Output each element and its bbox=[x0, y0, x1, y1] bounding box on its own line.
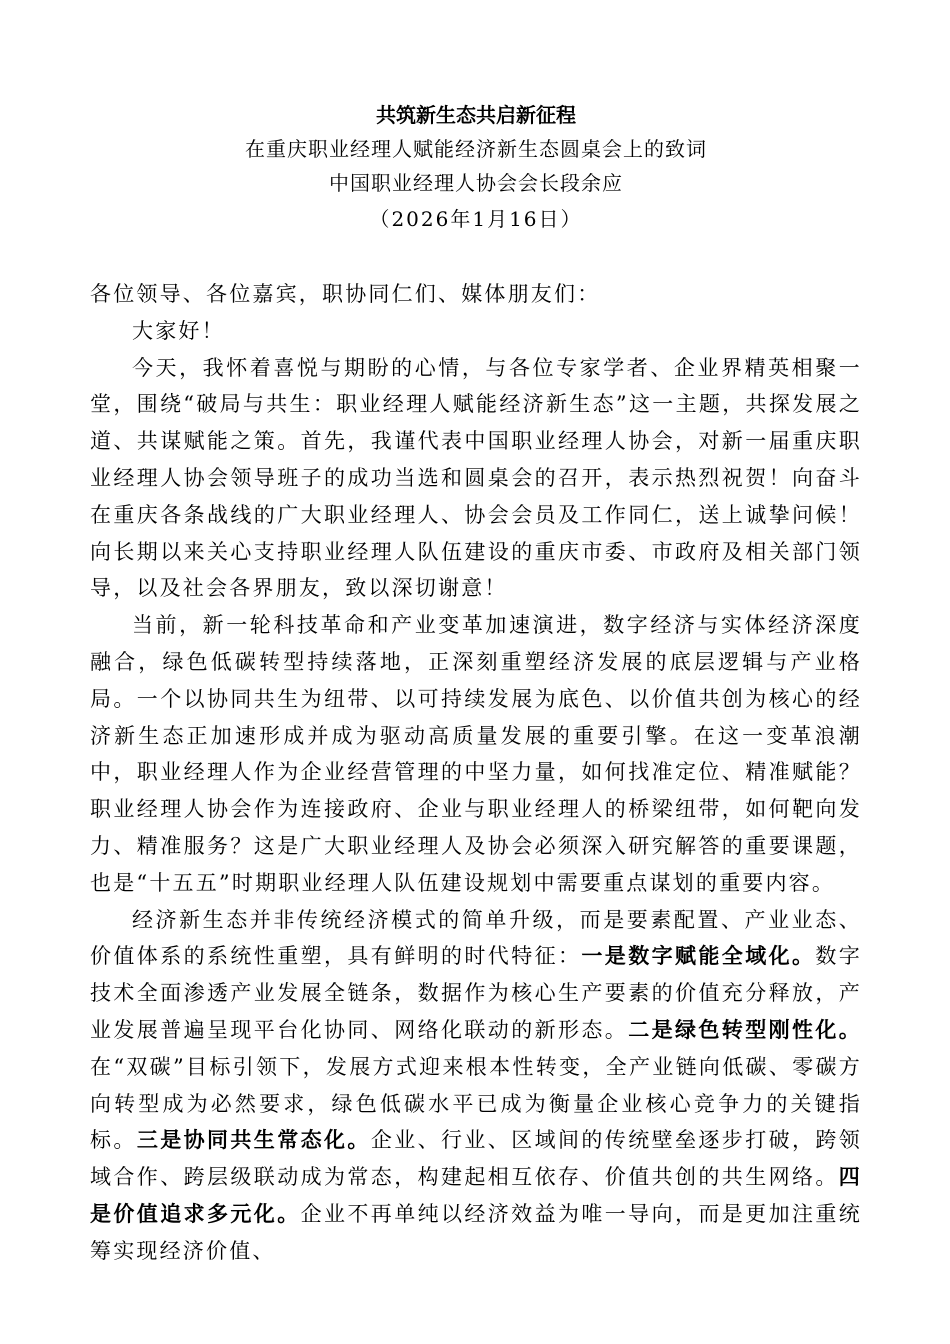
document-subtitle: 在重庆职业经理人赋能经济新生态圆桌会上的致词 bbox=[245, 137, 707, 161]
feature-heading-1: 一是数字赋能全域化。 bbox=[581, 943, 816, 969]
greeting: 大家好！ bbox=[132, 318, 225, 343]
feature-heading-2: 二是绿色转型刚性化。 bbox=[628, 1016, 862, 1042]
feature-heading-3: 三是协同共生常态化。 bbox=[136, 1127, 371, 1153]
speech-date: （2026年1月16日） bbox=[369, 207, 583, 231]
paragraph-context: 当前，新一轮科技革命和产业变革加速演进，数字经济与实体经济深度融合，绿色低碳转型持续落地，正深刻重塑经济发展的底层逻辑与产业格局。一个以协同共生为纽带、以可持续发展为底色、以价值共创为核心的经济新生态正加速形成并成为驱动高质量发展的重要引擎。在这一变革浪潮中，职业经理人作为企业经营管理的中坚力量，如何找准定位、精准赋能？职业经理人协会作为连接政府、企业与职业经理人的桥梁纽带，如何靶向发力、精准服务？这是广大职业经理人及协会必须深入研究解答的重要课题，也是“十五五”时期职业经理人队伍建设规划中需要重点谋划的重要内容。 bbox=[90, 613, 862, 895]
salutation: 各位领导、各位嘉宾，职协同仁们、媒体朋友们： bbox=[90, 282, 601, 306]
feature-text-4: 企业不再单纯以经济效益为唯一导向，而是更加注重统筹实现经济价值、 bbox=[90, 1201, 862, 1263]
paragraph-opening: 今天，我怀着喜悦与期盼的心情，与各位专家学者、企业界精英相聚一堂，围绕“破局与共生：职业经理人赋能经济新生态”这一主题，共探发展之道、共谋赋能之策。首先，我谨代表中国职业经理人协会，对新一届重庆职业经理人协会领导班子的成功当选和圆桌会的召开，表示热烈祝贺！向奋斗在重庆各条战线的广大职业经理人、协会会员及工作同仁，送上诚挚问候！向长期以来关心支持职业经理人队伍建设的重庆市委、市政府及相关部门领导，以及社会各界朋友，致以深切谢意！ bbox=[90, 355, 862, 601]
paragraph-features bbox=[90, 902, 862, 1270]
feature-text-3: 企业、行业、区域间的传统壁垒逐步打破，跨领域合作、跨层级联动成为常态，构建起相互依存、价值共创的共生网络。 bbox=[90, 1128, 863, 1190]
feature-heading-4: 四是价值追求多元化。 bbox=[90, 1164, 862, 1226]
feature-text-1: 数字技术全面渗透产业发展全链条，数据作为核心生产要素的价值充分释放，产业发展普遍呈现平台化协同、网络化联动的新形态。 bbox=[90, 944, 863, 1042]
features-intro: 经济新生态并非传统经济模式的简单升级，而是要素配置、产业业态、价值体系的系统性重塑，具有鲜明的时代特征： bbox=[90, 907, 862, 969]
speaker-line: 中国职业经理人协会会长段余应 bbox=[329, 171, 623, 195]
feature-text-2: 在“双碳”目标引领下，发展方式迎来根本性转变，全产业链向低碳、零碳方向转型成为必然要求，绿色低碳水平已成为衡量企业核心竞争力的关键指标。 bbox=[90, 1054, 862, 1153]
speech-body bbox=[90, 276, 862, 1270]
document-title: 共筑新生态共启新征程 bbox=[376, 103, 576, 127]
